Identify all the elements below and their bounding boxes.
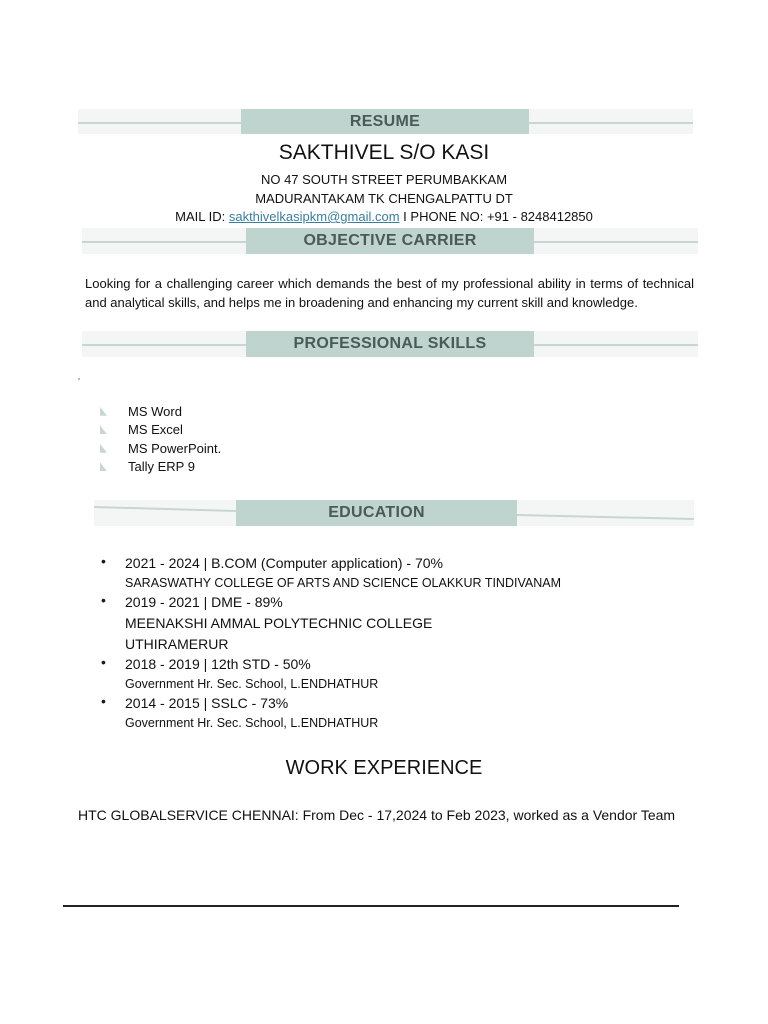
- education-location: UTHIRAMERUR: [125, 636, 229, 652]
- education-heading: 2014 - 2015 | SSLC - 73%: [125, 695, 289, 711]
- address-line-1: NO 47 SOUTH STREET PERUMBAKKAM: [260, 172, 508, 187]
- bullet-icon: [100, 444, 107, 453]
- bullet-icon: •: [101, 693, 106, 709]
- stray-dot: [78, 378, 80, 380]
- education-heading: 2021 - 2024 | B.COM (Computer application) - 70%: [125, 555, 444, 571]
- candidate-name: SAKTHIVEL S/O KASI: [278, 141, 490, 164]
- skills-list: [100, 402, 221, 476]
- skill-label: MS Excel: [128, 422, 183, 438]
- mail-label: MAIL ID:: [175, 209, 226, 224]
- bullet-icon: [100, 425, 107, 434]
- education-heading: 2018 - 2019 | 12th STD - 50%: [125, 656, 311, 672]
- work-text: HTC GLOBALSERVICE CHENNAI: From Dec - 17,2024 to Feb 2023, worked as a Vendor Team: [78, 807, 676, 823]
- list-item: [100, 654, 700, 693]
- education-institution: Government Hr. Sec. School, L.ENDHATHUR: [125, 677, 379, 691]
- email-link[interactable]: sakthivelkasipkm@gmail.com: [228, 209, 400, 224]
- divider: [63, 905, 679, 907]
- skill-label: MS PowerPoint.: [128, 440, 222, 456]
- address-line-2: MADURANTAKAM TK CHENGALPATTU DT: [255, 191, 513, 206]
- list-item: [100, 421, 221, 440]
- list-item: [100, 592, 700, 654]
- education-institution: SARASWATHY COLLEGE OF ARTS AND SCIENCE OLAKKUR TINDIVANAM: [125, 576, 561, 590]
- list-item: [100, 439, 221, 458]
- skills-title: PROFESSIONAL SKILLS: [246, 331, 534, 357]
- education-heading: 2019 - 2021 | DME - 89%: [125, 594, 283, 610]
- list-item: [100, 458, 221, 477]
- resume-band: [78, 109, 693, 134]
- skills-band: [82, 331, 698, 357]
- list-item: [100, 553, 700, 592]
- list-item: [100, 693, 700, 732]
- education-institution: Government Hr. Sec. School, L.ENDHATHUR: [125, 716, 379, 730]
- bullet-icon: •: [101, 553, 106, 569]
- resume-label: RESUME: [241, 109, 529, 134]
- objective-band: [82, 228, 698, 254]
- bullet-icon: [100, 462, 107, 471]
- skill-label: MS Word: [128, 403, 182, 419]
- education-title: EDUCATION: [236, 500, 517, 526]
- bullet-icon: [100, 407, 107, 416]
- education-band: [94, 500, 694, 526]
- objective-title: OBJECTIVE CARRIER: [246, 228, 534, 254]
- education-institution: MEENAKSHI AMMAL POLYTECHNIC COLLEGE: [125, 615, 433, 631]
- bullet-icon: •: [101, 592, 106, 608]
- bullet-icon: •: [101, 654, 106, 670]
- work-title: WORK EXPERIENCE: [285, 757, 483, 779]
- contact-line: [0, 209, 768, 224]
- phone-text: I PHONE NO: +91 - 8248412850: [403, 209, 593, 224]
- education-list: [100, 553, 700, 732]
- list-item: [100, 402, 221, 421]
- skill-label: Tally ERP 9: [128, 459, 195, 475]
- objective-text: Looking for a challenging career which demands the best of my professional ability in terms of technical and analytical skills, and helps me in broadening and enhancing my current skill and knowledge.: [85, 276, 694, 310]
